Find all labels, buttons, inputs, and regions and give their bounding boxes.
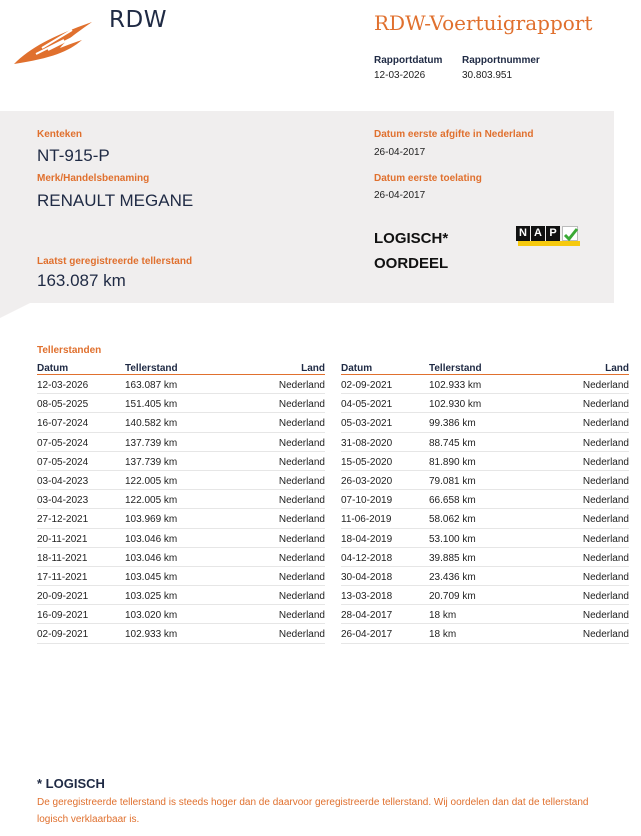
- reading-km: 103.025 km: [125, 591, 178, 603]
- reading-km: 103.020 km: [125, 610, 178, 622]
- reading-km: 18 km: [429, 629, 457, 641]
- col-country-header: Land: [301, 363, 325, 374]
- report-number-label: Rapportnummer: [462, 55, 540, 66]
- report-date: 12-03-2026: [374, 70, 426, 81]
- reading-country: Nederland: [278, 437, 325, 449]
- reading-km: 103.046 km: [125, 552, 178, 564]
- reading-country: Nederland: [582, 437, 629, 449]
- reading-country: Nederland: [582, 380, 629, 391]
- nap-letter: A: [531, 226, 545, 241]
- reading-country: Nederland: [582, 514, 629, 526]
- reading-km: 103.045 km: [125, 571, 178, 583]
- table-row: [341, 375, 629, 394]
- table-row: [341, 433, 629, 452]
- table-row: [37, 394, 325, 413]
- reading-date: 03-04-2023: [37, 495, 89, 507]
- reading-km: 140.582 km: [125, 418, 178, 430]
- table-row: [341, 567, 629, 586]
- make-label: Merk/Handelsbenaming: [37, 173, 150, 184]
- table-row: [341, 509, 629, 528]
- reading-country: Nederland: [278, 399, 325, 411]
- reading-country: Nederland: [278, 629, 325, 641]
- odometer-label: Laatst geregistreerde tellerstand: [37, 256, 193, 267]
- first-nl-value: 26-04-2017: [374, 147, 426, 158]
- reading-country: Nederland: [582, 495, 629, 507]
- reading-date: 07-05-2024: [37, 437, 89, 449]
- reading-date: 26-03-2020: [341, 475, 393, 487]
- reading-km: 20.709 km: [429, 591, 476, 603]
- reading-country: Nederland: [278, 533, 325, 545]
- nap-letter: N: [516, 226, 530, 241]
- reading-date: 07-05-2024: [37, 456, 89, 468]
- reading-km: 151.405 km: [125, 399, 178, 411]
- col-km-header: Tellerstand: [125, 363, 178, 374]
- reading-country: Nederland: [582, 533, 629, 545]
- first-nl-label: Datum eerste afgifte in Nederland: [374, 129, 534, 140]
- reading-km: 53.100 km: [429, 533, 476, 545]
- table-row: [341, 471, 629, 490]
- table-row: [341, 394, 629, 413]
- reading-date: 27-12-2021: [37, 514, 89, 526]
- reading-km: 102.930 km: [429, 399, 482, 411]
- reading-date: 15-05-2020: [341, 456, 393, 468]
- reading-country: Nederland: [278, 456, 325, 468]
- table-row: [341, 490, 629, 509]
- reading-country: Nederland: [278, 475, 325, 487]
- checkmark-icon: [562, 226, 578, 241]
- reading-km: 103.969 km: [125, 514, 178, 526]
- reading-country: Nederland: [582, 475, 629, 487]
- reading-country: Nederland: [278, 591, 325, 603]
- table-row: [341, 624, 629, 643]
- report-date-label: Rapportdatum: [374, 55, 443, 66]
- reading-km: 122.005 km: [125, 475, 178, 487]
- table-row: [37, 586, 325, 605]
- reading-country: Nederland: [582, 456, 629, 468]
- table-row: [37, 490, 325, 509]
- report-title: RDW-Voertuigrapport: [374, 11, 593, 35]
- reading-date: 08-05-2025: [37, 399, 89, 411]
- reading-km: 88.745 km: [429, 437, 476, 449]
- make-value: RENAULT MEGANE: [37, 191, 194, 210]
- reading-country: Nederland: [278, 514, 325, 526]
- reading-km: 122.005 km: [125, 495, 178, 507]
- reading-km: 137.739 km: [125, 456, 178, 468]
- reading-km: 137.739 km: [125, 437, 178, 449]
- reading-date: 02-09-2021: [37, 629, 89, 641]
- report-number: 30.803.951: [462, 70, 513, 81]
- footnote-title: * LOGISCH: [37, 776, 105, 791]
- reading-date: 03-04-2023: [37, 475, 89, 487]
- reading-date: 04-05-2021: [341, 399, 393, 411]
- table-row: [37, 452, 325, 471]
- reading-country: Nederland: [582, 591, 629, 603]
- table-row: [341, 452, 629, 471]
- reading-date: 11-06-2019: [341, 514, 392, 526]
- table-row: [37, 567, 325, 586]
- table-row: [341, 529, 629, 548]
- table-row: [341, 605, 629, 624]
- reading-country: Nederland: [278, 418, 325, 430]
- reading-date: 17-11-2021: [37, 571, 88, 583]
- nap-letter: P: [546, 226, 560, 241]
- reading-country: Nederland: [582, 399, 629, 411]
- reading-km: 99.386 km: [429, 418, 476, 430]
- reading-km: 39.885 km: [429, 552, 476, 564]
- first-admission-value: 26-04-2017: [374, 190, 426, 201]
- reading-date: 07-10-2019: [341, 495, 393, 507]
- reading-km: 23.436 km: [429, 571, 476, 583]
- reading-km: 79.081 km: [429, 475, 476, 487]
- plate-value: NT-915-P: [37, 146, 110, 165]
- reading-date: 31-08-2020: [341, 437, 393, 449]
- table-row: [37, 433, 325, 452]
- verdict-oordeel: OORDEEL: [374, 255, 449, 272]
- reading-country: Nederland: [278, 495, 325, 507]
- reading-km: 163.087 km: [125, 380, 178, 391]
- reading-country: Nederland: [278, 571, 325, 583]
- reading-date: 28-04-2017: [341, 610, 393, 622]
- col-date-header: Datum: [341, 363, 373, 374]
- reading-date: 18-11-2021: [37, 552, 88, 564]
- reading-km: 102.933 km: [429, 380, 482, 391]
- reading-km: 58.062 km: [429, 514, 476, 526]
- reading-km: 66.658 km: [429, 495, 476, 507]
- reading-km: 103.046 km: [125, 533, 178, 545]
- rdw-logo: [12, 18, 96, 68]
- table-row: [341, 548, 629, 567]
- table-row: [37, 605, 325, 624]
- table-header: [341, 361, 629, 375]
- footnote-text: De geregistreerde tellerstand is steeds hoger dan de daarvoor geregistreerde tellerstand. Wij oordelen dan dat de tellerstand logisch verklaarbaar is.: [37, 797, 589, 825]
- brand-name: RDW: [109, 7, 167, 33]
- readings-table-right: [341, 361, 629, 644]
- reading-country: Nederland: [278, 552, 325, 564]
- reading-country: Nederland: [582, 552, 629, 564]
- reading-km: 102.933 km: [125, 629, 178, 641]
- reading-date: 16-09-2021: [37, 610, 89, 622]
- reading-km: 18 km: [429, 610, 457, 622]
- readings-title: Tellerstanden: [37, 345, 102, 356]
- reading-date: 16-07-2024: [37, 418, 89, 430]
- reading-country: Nederland: [582, 571, 629, 583]
- readings-table-left: [37, 361, 325, 644]
- table-row: [37, 413, 325, 432]
- table-row: [37, 624, 325, 643]
- first-admission-label: Datum eerste toelating: [374, 173, 482, 184]
- reading-country: Nederland: [278, 380, 325, 391]
- reading-date: 12-03-2026: [37, 380, 89, 391]
- reading-country: Nederland: [582, 418, 629, 430]
- panel-tail: [0, 303, 30, 318]
- col-country-header: Land: [605, 363, 629, 374]
- table-row: [37, 509, 325, 528]
- reading-date: 02-09-2021: [341, 380, 393, 391]
- nap-underline: [518, 241, 580, 246]
- reading-date: 18-04-2019: [341, 533, 393, 545]
- verdict-logisch: LOGISCH*: [374, 230, 449, 247]
- reading-date: 20-09-2021: [37, 591, 89, 603]
- table-row: [341, 413, 629, 432]
- reading-date: 04-12-2018: [341, 552, 393, 564]
- reading-country: Nederland: [582, 629, 629, 641]
- table-header: [37, 361, 325, 375]
- reading-km: 81.890 km: [429, 456, 476, 468]
- odometer-value: 163.087 km: [37, 271, 126, 290]
- reading-date: 20-11-2021: [37, 533, 88, 545]
- table-row: [37, 471, 325, 490]
- reading-country: Nederland: [582, 610, 629, 622]
- col-date-header: Datum: [37, 363, 69, 374]
- reading-country: Nederland: [278, 610, 325, 622]
- reading-date: 26-04-2017: [341, 629, 393, 641]
- table-row: [37, 375, 325, 394]
- table-row: [341, 586, 629, 605]
- table-row: [37, 548, 325, 567]
- nap-logo: [516, 226, 580, 248]
- reading-date: 05-03-2021: [341, 418, 393, 430]
- reading-date: 13-03-2018: [341, 591, 393, 603]
- table-row: [37, 529, 325, 548]
- reading-date: 30-04-2018: [341, 571, 393, 583]
- col-km-header: Tellerstand: [429, 363, 482, 374]
- plate-label: Kenteken: [37, 129, 83, 140]
